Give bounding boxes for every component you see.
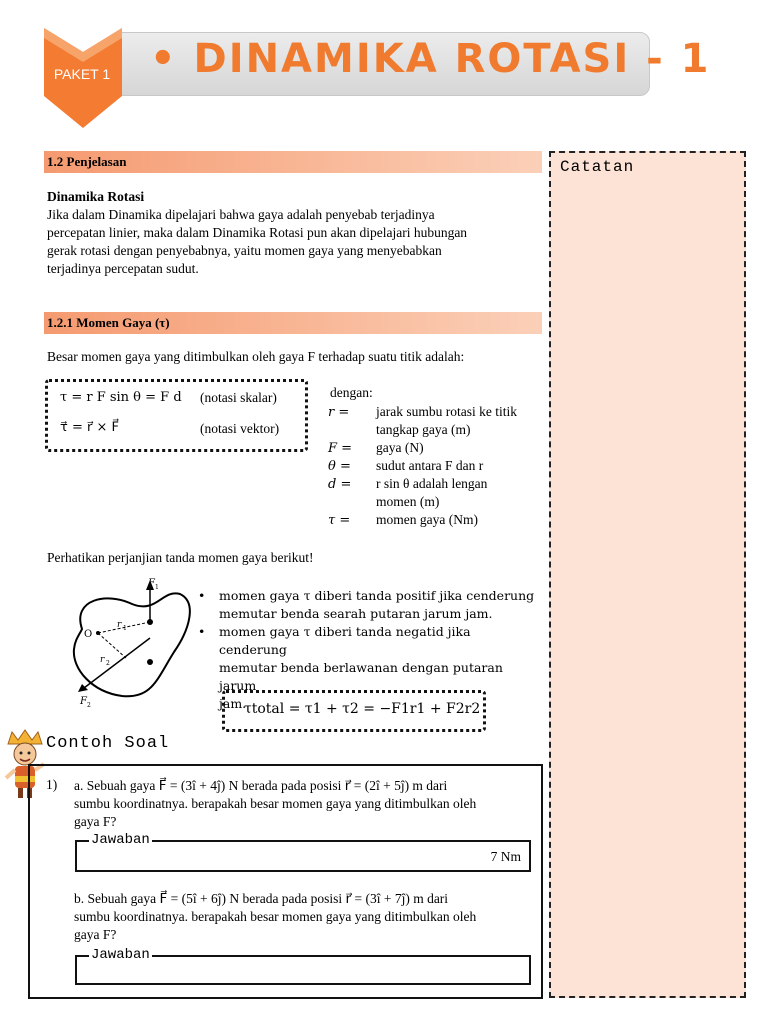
legend-desc: momen gaya (Nm): [376, 512, 478, 527]
explanation-line: percepatan linier, maka dalam Dinamika Rotasi pun akan dipelajari hubungan: [47, 225, 468, 240]
question-a: [74, 777, 540, 831]
label-f1: F: [148, 578, 155, 589]
example-title: Contoh Soal: [46, 734, 170, 753]
answer-a-value: 7 Nm: [490, 849, 521, 864]
explanation-paragraph: [47, 206, 542, 278]
explanation-line: gerak rotasi dengan penyebabnya, yaitu momen gaya yang menyebabkan: [47, 243, 442, 258]
legend-row: [328, 512, 478, 528]
legend-row: [328, 494, 439, 510]
question-b-line: sumbu koordinatnya. berapakah besar momen gaya yang ditimbulkan oleh: [74, 909, 477, 924]
bullet-dot: •: [198, 588, 206, 603]
bullet-line: momen gaya τ diberi tanda negatid jika cenderung: [219, 624, 471, 657]
answer-b-label: Jawaban: [91, 947, 150, 963]
legend-symbol: τ =: [328, 513, 351, 528]
formula-vector-note: (notasi vektor): [200, 421, 280, 436]
legend-desc: momen (m): [376, 494, 440, 509]
bullet-dot: •: [198, 624, 206, 639]
page-title: • DINAMIKA ROTASI - 1: [150, 36, 711, 82]
legend-desc: jarak sumbu rotasi ke titik: [376, 404, 517, 419]
formula-scalar-note: (notasi skalar): [200, 390, 277, 405]
bullet-line: memutar benda searah putaran jarum jam.: [219, 606, 493, 621]
bullet-positive: [196, 587, 542, 623]
total-formula: τtotal = τ1 + τ2 = −F1r1 + F2r2: [244, 701, 481, 717]
bullet-line: memutar benda berlawanan dengan putaran jarum: [219, 660, 503, 693]
question-a-line: a. Sebuah gaya F⃗ = (3î + 4ĵ) N berada pada posisi r⃗ = (2î + 5ĵ) m dari: [74, 778, 448, 793]
bullet-line: momen gaya τ diberi tanda positif jika cenderung: [219, 588, 535, 603]
legend-row: [328, 422, 470, 438]
legend-desc: tangkap gaya (m): [376, 422, 471, 437]
legend-symbol: F =: [328, 441, 353, 456]
paket-badge-label: PAKET 1: [53, 66, 111, 82]
legend-title: dengan:: [330, 385, 373, 400]
section-heading-1-2: 1.2 Penjelasan: [44, 151, 542, 173]
label-r2: r: [100, 655, 105, 665]
label-f1-sub: 1: [155, 584, 159, 591]
momen-intro: Besar momen gaya yang ditimbulkan oleh gaya F terhadap suatu titik adalah:: [47, 349, 465, 364]
notes-title: Catatan: [560, 158, 635, 176]
answer-b-field[interactable]: [75, 947, 531, 985]
legend-row: [328, 440, 424, 456]
label-f2-sub: 2: [87, 702, 91, 709]
label-r1: r: [117, 620, 122, 630]
notes-panel: [549, 151, 746, 998]
formula-vector: τ⃗ = r⃗ × F⃗: [60, 420, 119, 435]
label-r2-sub: 2: [106, 660, 110, 667]
bullet-line: jam.: [219, 696, 247, 711]
legend-list: [328, 404, 542, 534]
legend-symbol: d =: [328, 477, 352, 492]
legend-row: [328, 476, 487, 492]
question-b-line: b. Sebuah gaya F⃗ = (5î + 6ĵ) N berada pada posisi r⃗ = (3î + 7ĵ) m dari: [74, 891, 449, 906]
formula-scalar: τ = r F sin θ = F d: [60, 390, 182, 405]
legend-desc: r sin θ adalah lengan: [376, 476, 488, 491]
exercise-number: 1): [46, 777, 58, 792]
label-o: O: [84, 629, 93, 640]
legend-symbol: r =: [328, 405, 350, 420]
sign-convention-intro: Perhatikan perjanjian tanda momen gaya berikut!: [47, 550, 314, 565]
legend-symbol: θ =: [328, 459, 351, 474]
section-heading-1-2-1: 1.2.1 Momen Gaya (τ): [44, 312, 542, 334]
explanation-line: Jika dalam Dinamika dipelajari bahwa gaya adalah penyebab terjadinya: [47, 207, 435, 222]
question-a-line: sumbu koordinatnya. berapakah besar momen gaya yang ditimbulkan oleh: [74, 796, 477, 811]
question-a-line: gaya F?: [74, 814, 117, 829]
subheading-dinamika-rotasi: Dinamika Rotasi: [47, 189, 145, 204]
torque-diagram: [62, 574, 198, 710]
answer-a-field[interactable]: [75, 832, 531, 872]
legend-desc: sudut antara F dan r: [376, 458, 484, 473]
legend-desc: gaya (N): [376, 440, 424, 455]
legend-row: [328, 404, 517, 420]
label-f2: F: [80, 696, 87, 707]
question-b-line: gaya F?: [74, 927, 117, 942]
legend-row: [328, 458, 483, 474]
label-r1-sub: 1: [123, 625, 127, 632]
explanation-line: terjadinya percepatan sudut.: [47, 261, 199, 276]
question-b: [74, 890, 540, 944]
answer-a-label: Jawaban: [91, 832, 150, 848]
